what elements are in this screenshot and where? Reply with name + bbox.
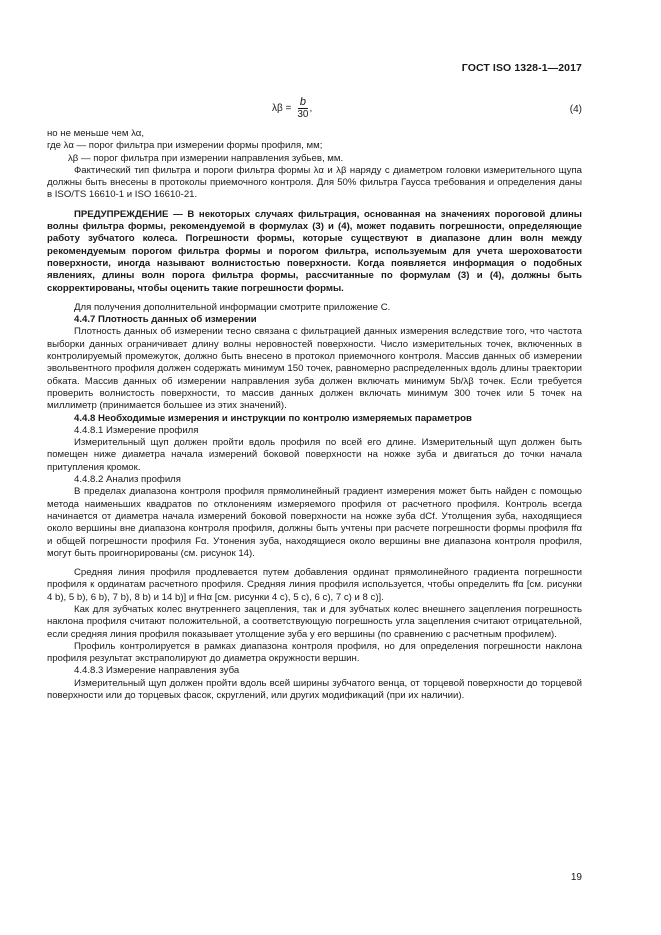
subsection-heading: 4.4.8.3 Измерение направления зуба [74,665,240,677]
equation-number: (4) [569,104,582,115]
subsection-heading: 4.4.8.1 Измерение профиля [74,424,199,436]
paragraph: В пределах диапазона контроля профиля прямолинейный градиент измерения может быть найден с помощью метода наименьших квадратов по отклонениям измеряемого профиля от расчетного профиля. Контроль всегда начинается от диаметра начала измерений боковой поверхности на ножке зуба dCf. Утолщения зуба, находящиеся около вершины вне диапазона контроля профиля, должны быть учтены при расчете погрешности формы профиля ffα и общей погрешности профиля Fα. Утонения зуба, находящиеся около вершины вне диапазона контроля профиля, могут быть проигнорированы (см. рисунок 14). [47,486,582,559]
section-heading: 4.4.7 Плотность данных об измерении [74,314,257,326]
formula-fraction [297,96,308,121]
document-body [47,128,582,702]
paragraph: Фактический тип фильтра и пороги фильтра формы λα и λβ наряду с диаметром головки измерительного щупа должны быть внесены в протоколы приемочного контроля. Для 50% фильтра Гаусса требования и определения даны в ISO/TS 16610-1 и ISO 16610-21. [47,164,582,201]
warning-paragraph: ПРЕДУПРЕЖДЕНИЕ — В некоторых случаях фильтрация, основанная на значениях пороговой длины волны фильтра формы, рекомендуемой в формулах (3) и (4), может подавить погрешности, определяющие работу зубчатого колеса. Погрешности формы, которые существуют в диапазоне длин волн между рекомендуемым порогом фильтра формы и порогом фильтра, используемым для учета шероховатости поверхности, иногда называют волнистостью поверхности. Когда появляется информация о подобных явлениях, длины волн порога фильтра формы, рассчитанные по формулам (3) и (4), должны быть скорректированы, чтобы оценить такие погрешности формы. [47,208,582,294]
paragraph: Измерительный щуп должен пройти вдоль профиля по всей его длине. Измерительный щуп должен быть помещен ниже диаметра начала измерений боковой поверхности на ножке зуба и двигаться до точки начала притупления кромок. [47,437,582,473]
formula-numerator: b [299,96,306,108]
formula-punct: , [309,103,313,114]
paragraph: Плотность данных об измерении тесно связана с фильтрацией данных измерения вследствие того, что частота выборки данных ограничивает длину волны неровностей поверхности. Число измерительных точек, включенных в контролируемый промежуток, должно быть внесено в протокол приемочного контроля. Массив данных об измерении эвольвентного профиля должен содержать минимум 150 точек, равномерно распределенных вдоль длины траектории обката. Массив данных об измерении направления зуба должен включать минимум 5b/λβ точек. Если требуется проверить волнистость поверхности, то массив данных должен включать минимум 300 точек или 5 точек на миллиметр (принимается большее из этих значений). [47,326,582,412]
paragraph: Измерительный щуп должен пройти вдоль всей ширины зубчатого венца, от торцевой поверхности до торцевой поверхности или до торцевых фасок, скруглений, или других модификаций (при их наличии). [47,677,582,702]
paragraph: λβ — порог фильтра при измерении направления зубьев, мм. [68,152,344,164]
paragraph: Как для зубчатых колес внутреннего зацепления, так и для зубчатых колес внешнего зацепления погрешность наклона профиля считают положительной, а соответствующую погрешность угла зацепления считают отрицательной, если средняя линия профиля показывает утолщение зуба у его вершины (по сравнению с расчетным профилем). [47,603,582,640]
paragraph: Средняя линия профиля продлевается путем добавления ординат прямолинейного градиента погрешности профиля к ординатам расчетного профиля. Средняя линия профиля используется, чтобы определить ffα [см. рисунки 4 b), 5 b), 6 b), 7 b), 8 b) и 14 b)] и fHα [см. рисунки 4 с), 5 с), 6 с), 7 с) и 8 с)]. [47,567,582,603]
formula-lhs: λβ = [272,103,292,114]
formula-denominator: 30 [297,109,309,120]
page-number: 19 [570,872,582,883]
subsection-heading: 4.4.8.2 Анализ профиля [74,474,181,486]
section-heading: 4.4.8 Необходимые измерения и инструкции по контролю измеряемых параметров [74,412,472,424]
paragraph: Для получения дополнительной информации смотрите приложение С. [74,301,391,313]
paragraph: где λα — порог фильтра при измерении формы профиля, мм; [47,140,323,152]
paragraph: но не меньше чем λα, [47,128,144,139]
paragraph: Профиль контролируется в рамках диапазона контроля профиля, но для определения погрешности наклона профиля результат экстраполируют до диаметра окружности вершин. [47,640,582,665]
formula-4 [272,96,312,121]
document-header: ГОСТ ISO 1328-1—2017 [461,62,582,74]
